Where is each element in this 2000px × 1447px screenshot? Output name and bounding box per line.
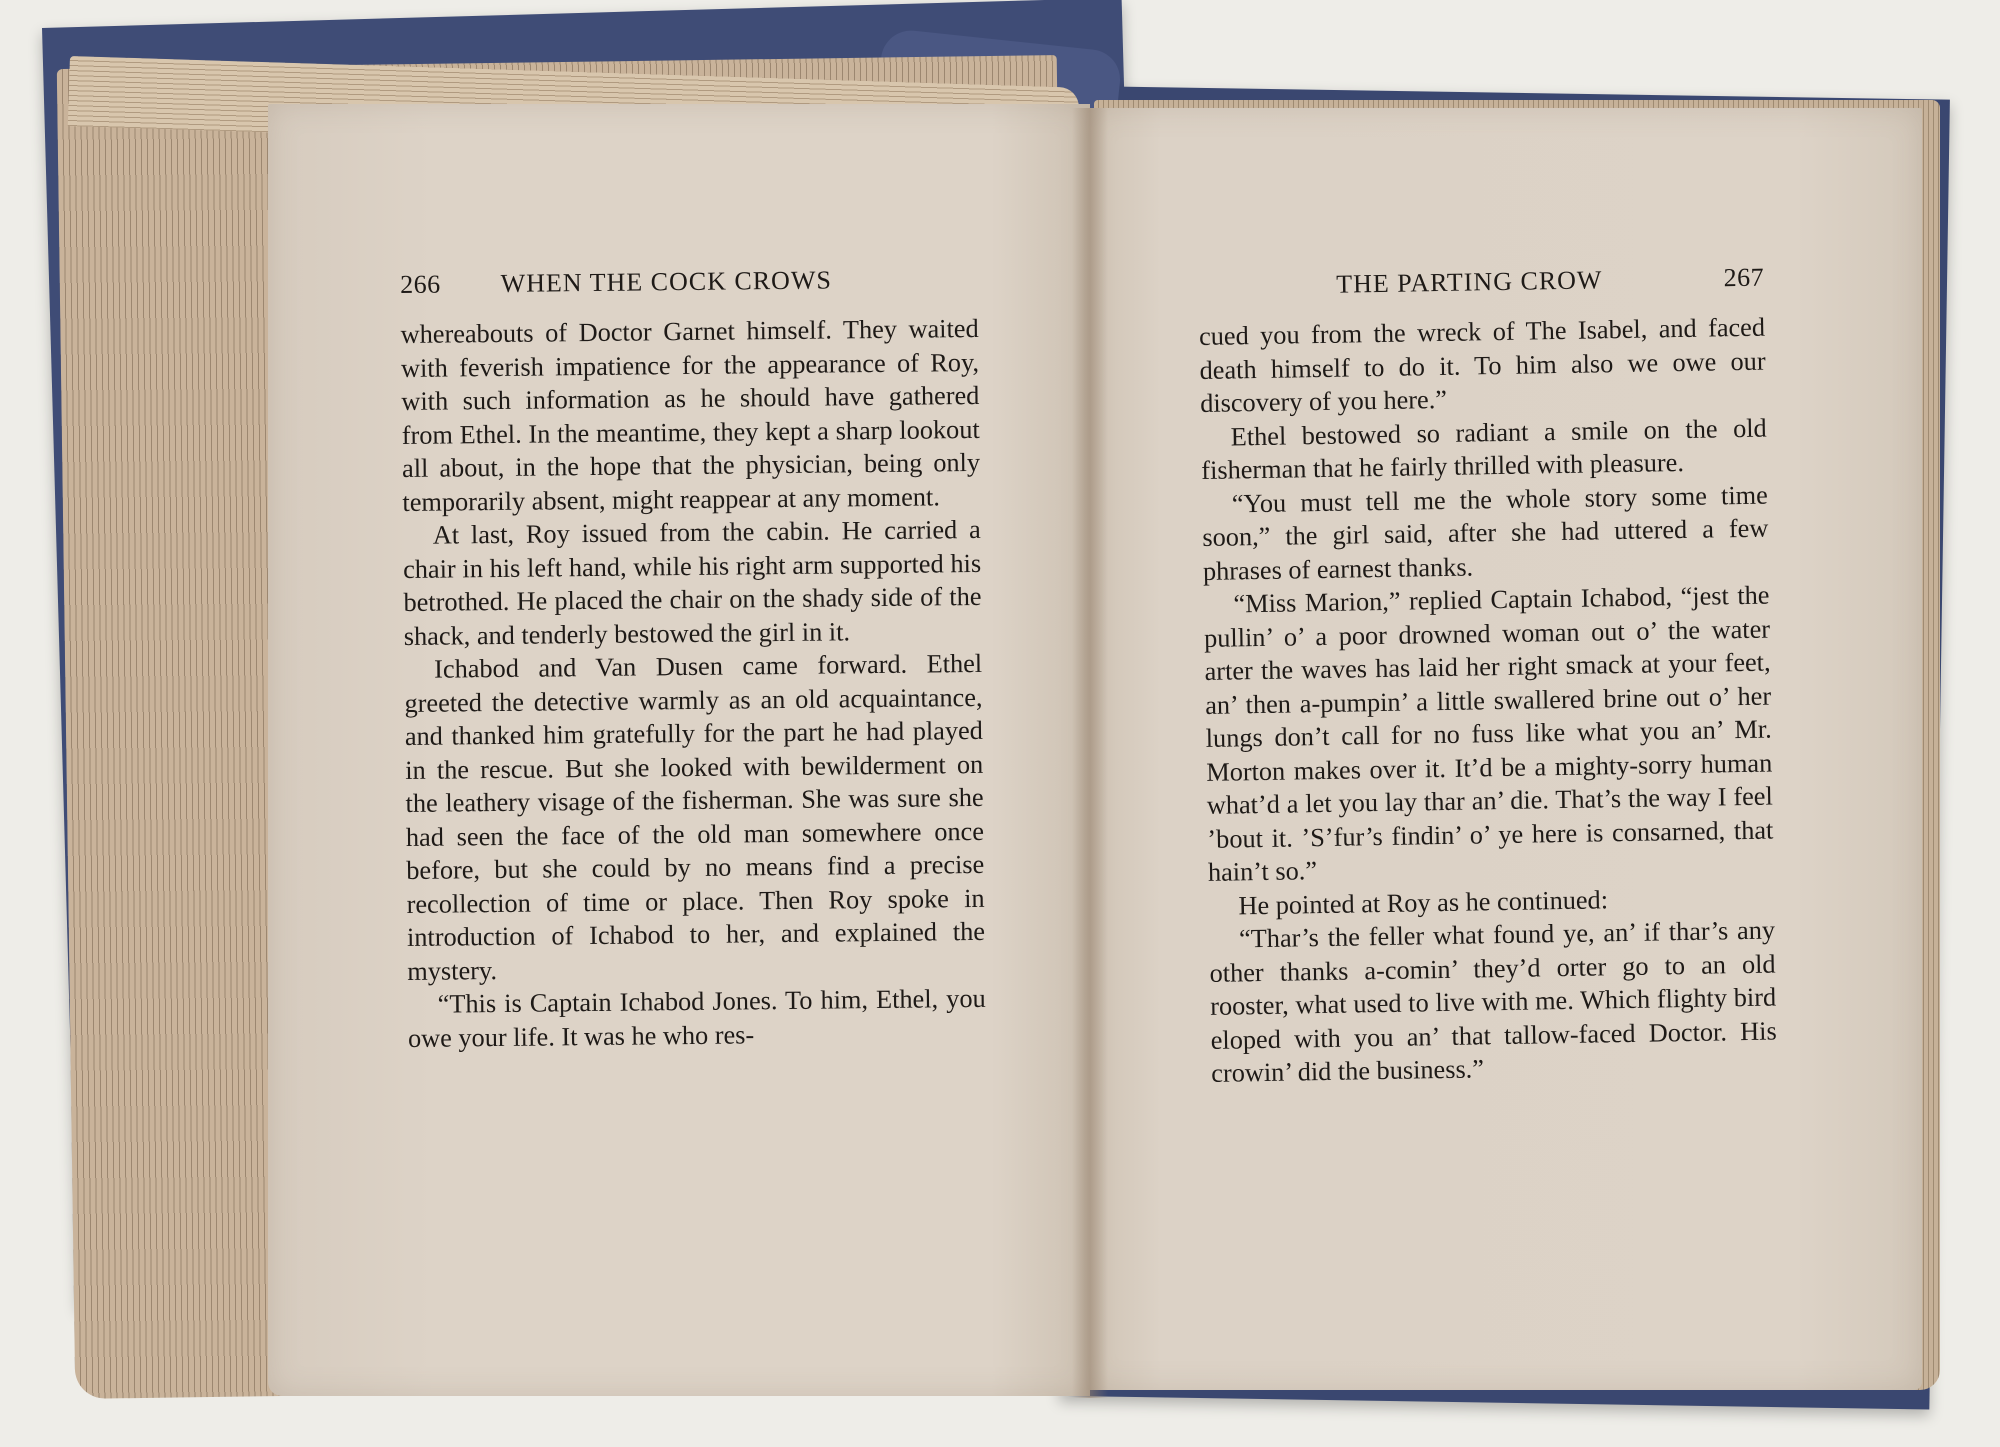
left-page-number: 266 (400, 269, 441, 299)
paragraph: He pointed at Roy as he continued: (1238, 884, 1609, 920)
paragraph: “Miss Marion,” replied Captain Ichabod, “jest the pullin’ o’ a poor drowned woman out o’ the water arter the waves has laid her right smack at your feet, an’ then a-pumpin’ a little swallered brine out o’ her lungs don’t call for no fuss like what you an’ Mr. Morton makes over it. It’d be a mighty-sorry human what’d a let you lay thar an’ die. That’s the way I feel ’bout it. ’S’fur’s findin’ o’ ye here is consarned, that hain’t so.” (1203, 580, 1774, 887)
paragraph: Ichabod and Van Dusen came forward. Ethel greeted the detective warmly as an old acquaintance, and thanked him gratefully for the part he had played in the rescue. But she looked with bewilderment on the leathery visage of the fisherman. She was sure she had seen the face of the old man somewhere once before, but she could by no means find a precise recollection of time or place. Then Roy spoke in introduction of Ichabod to her, and explained the mystery. (404, 648, 986, 986)
left-page-header (400, 264, 978, 310)
left-page-text (400, 264, 986, 1055)
paragraph: “Thar’s the feller what found ye, an’ if thar’s any other thanks a-comin’ they’d orter go to an old rooster, what used to live with me. Which flighty bird eloped with you an’ that tallow-faced Doctor. His crowin’ did the business.” (1209, 915, 1777, 1088)
right-page-header (1198, 263, 1765, 312)
paragraph: cued you from the wreck of The Isabel, and faced death himself to do it. To him also we owe our discovery of you here.” (1198, 312, 1766, 418)
book-gutter (1072, 108, 1108, 1398)
left-running-head: WHEN THE COCK CROWS (500, 265, 833, 298)
right-page-number: 267 (1723, 262, 1765, 293)
right-page-text (1198, 263, 1777, 1091)
paragraph: whereabouts of Doctor Garnet himself. They waited with feverish impatience for the appearance of Roy, with such information as he should have gathered from Ethel. In the meantime, they kept a sharp lookout all about, in the hope that the physician, being only temporarily absent, might reappear at any moment. (400, 313, 981, 517)
paragraph: “You must tell me the whole story some time soon,” the girl said, after she had uttered a few phrases of earnest thanks. (1202, 480, 1769, 586)
paragraph: At last, Roy issued from the cabin. He carried a chair in his left hand, while his right arm supported his betrothed. He placed the chair on the shady side of the shack, and tenderly bestowed the girl in it. (402, 514, 982, 651)
paragraph: “This is Captain Ichabod Jones. To him, Ethel, you owe your life. It was he who res- (407, 983, 986, 1053)
paragraph: Ethel bestowed so radiant a smile on the old fisherman that he fairly thrilled with pleasure. (1201, 413, 1767, 485)
right-running-head: THE PARTING CROW (1335, 265, 1603, 299)
